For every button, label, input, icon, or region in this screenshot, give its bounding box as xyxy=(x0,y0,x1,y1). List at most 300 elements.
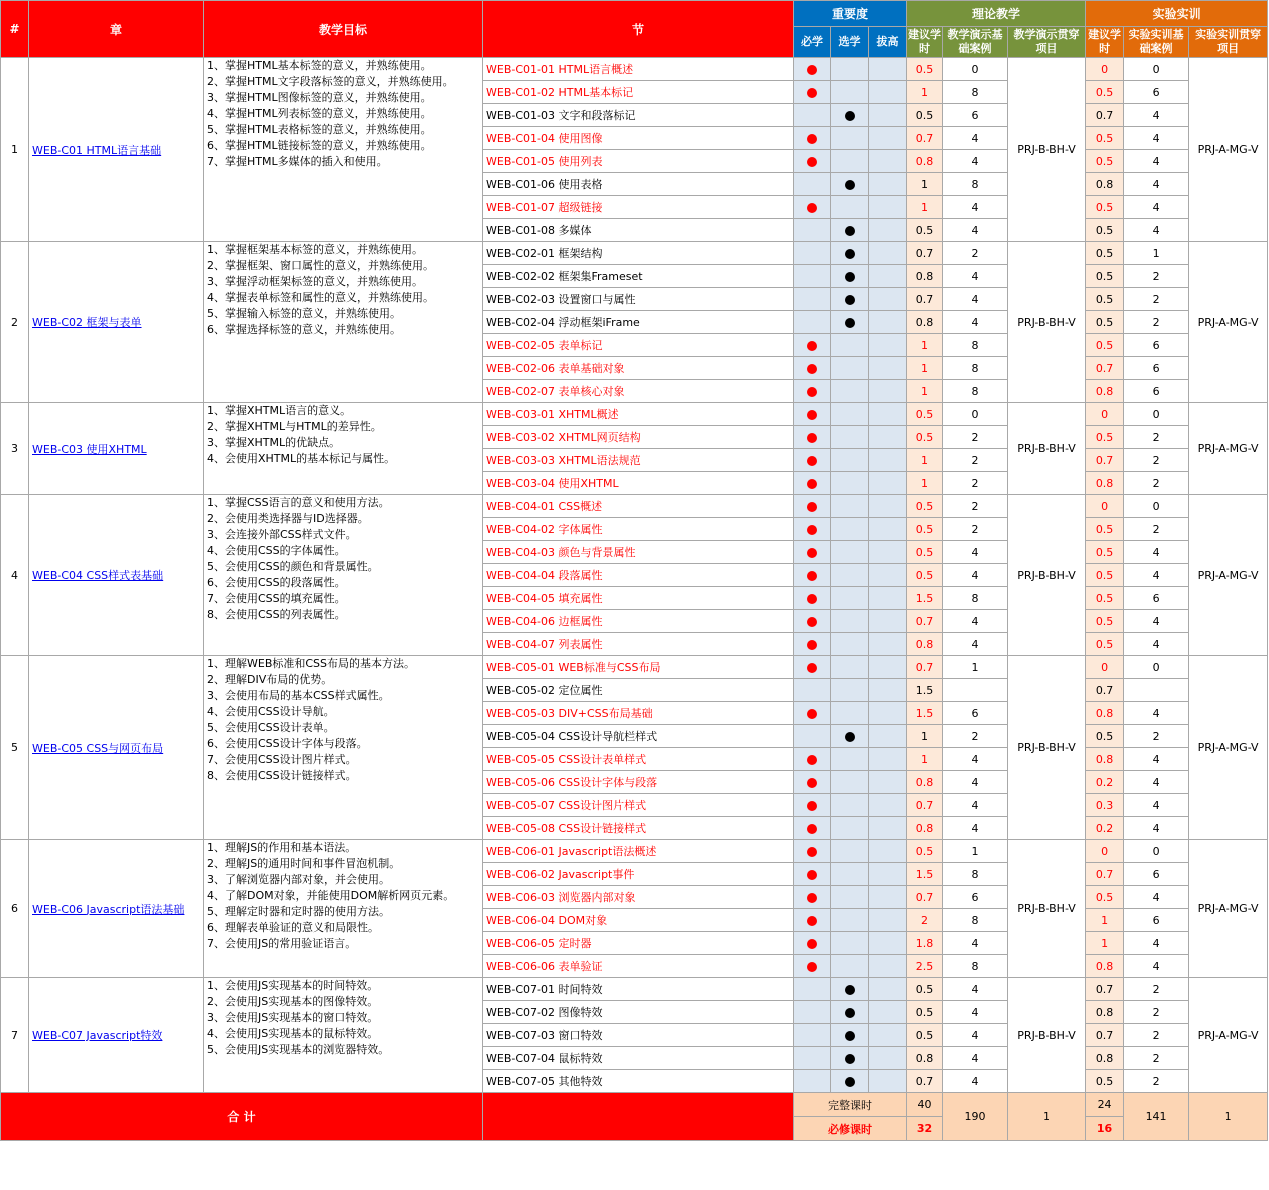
optional-cell xyxy=(831,1001,869,1024)
advanced-cell xyxy=(869,748,907,771)
required-cell xyxy=(794,1047,831,1070)
demo-cases: 2 xyxy=(943,518,1008,541)
lab-hours: 0.8 xyxy=(1086,1047,1124,1070)
required-cell xyxy=(794,403,831,426)
demo-cases: 2 xyxy=(943,426,1008,449)
optional-cell xyxy=(831,1070,869,1093)
section-name: WEB-C02-05 表单标记 xyxy=(483,334,794,357)
demo-cases: 8 xyxy=(943,357,1008,380)
lab-cases: 4 xyxy=(1124,564,1189,587)
required-dot-icon xyxy=(807,939,817,949)
required-cell xyxy=(794,909,831,932)
goal-item: 4、了解DOM对象，并能使用DOM解析网页元素。 xyxy=(207,889,455,902)
lab-hours: 0 xyxy=(1086,403,1124,426)
table-row xyxy=(1,978,1268,1001)
lab-hours: 0.7 xyxy=(1086,863,1124,886)
goal-item: 2、会使用JS实现基本的图像特效。 xyxy=(207,995,379,1008)
full-hours-value: 40 xyxy=(907,1093,943,1117)
required-cell xyxy=(794,150,831,173)
lab-cases: 6 xyxy=(1124,587,1189,610)
demo-cases: 4 xyxy=(943,265,1008,288)
table-row xyxy=(1,242,1268,265)
lab-hours: 0.8 xyxy=(1086,955,1124,978)
advanced-cell xyxy=(869,403,907,426)
lab-hours: 0.5 xyxy=(1086,886,1124,909)
suggested-hours: 0.8 xyxy=(907,633,943,656)
total-blank xyxy=(483,1093,794,1141)
advanced-cell xyxy=(869,886,907,909)
demo-project: PRJ-B-BH-V xyxy=(1008,242,1086,403)
suggested-hours: 0.5 xyxy=(907,840,943,863)
advanced-header: 拔高 xyxy=(869,27,907,58)
chapter-link[interactable]: WEB-C04 CSS样式表基础 xyxy=(32,569,164,582)
required-dot-icon xyxy=(807,893,817,903)
advanced-cell xyxy=(869,541,907,564)
demo-cases: 4 xyxy=(943,196,1008,219)
section-name: WEB-C06-06 表单验证 xyxy=(483,955,794,978)
col-section-header: 节 xyxy=(483,1,794,58)
full-hours-label: 完整课时 xyxy=(794,1093,907,1117)
advanced-cell xyxy=(869,150,907,173)
optional-cell xyxy=(831,840,869,863)
section-name: WEB-C07-04 鼠标特效 xyxy=(483,1047,794,1070)
section-name: WEB-C04-06 边框属性 xyxy=(483,610,794,633)
optional-cell xyxy=(831,81,869,104)
suggested-hours: 0.8 xyxy=(907,265,943,288)
optional-cell xyxy=(831,679,869,702)
required-dot-icon xyxy=(807,203,817,213)
lab-cases: 2 xyxy=(1124,288,1189,311)
suggested-hours: 0.5 xyxy=(907,564,943,587)
suggested-hours: 1 xyxy=(907,196,943,219)
lab-cases: 2 xyxy=(1124,265,1189,288)
goal-item: 1、掌握CSS语言的意义和使用方法。 xyxy=(207,496,390,509)
advanced-cell xyxy=(869,817,907,840)
lab-cases: 4 xyxy=(1124,173,1189,196)
section-name: WEB-C07-01 时间特效 xyxy=(483,978,794,1001)
optional-cell xyxy=(831,380,869,403)
chapter-cell xyxy=(29,242,204,403)
goal-item: 6、掌握HTML链接标签的意义，并熟练使用。 xyxy=(207,139,432,152)
lab-cases-header: 实验实训基础案例 xyxy=(1124,27,1189,58)
required-cell xyxy=(794,242,831,265)
demo-cases-total: 190 xyxy=(943,1093,1008,1141)
optional-cell xyxy=(831,564,869,587)
theory-group-header: 理论教学 xyxy=(907,1,1086,27)
required-dot-icon xyxy=(807,65,817,75)
table-row xyxy=(1,840,1268,863)
optional-dot-icon xyxy=(845,111,855,121)
lab-cases: 4 xyxy=(1124,541,1189,564)
required-cell xyxy=(794,518,831,541)
demo-cases: 4 xyxy=(943,748,1008,771)
required-cell xyxy=(794,656,831,679)
lab-req-hours-value: 16 xyxy=(1086,1117,1124,1141)
goal-item: 1、会使用JS实现基本的时间特效。 xyxy=(207,979,379,992)
advanced-cell xyxy=(869,81,907,104)
chapter-goals xyxy=(204,840,483,978)
demo-cases: 4 xyxy=(943,610,1008,633)
goal-item: 4、会使用XHTML的基本标记与属性。 xyxy=(207,452,396,465)
goal-item: 4、掌握HTML列表标签的意义，并熟练使用。 xyxy=(207,107,432,120)
optional-cell xyxy=(831,817,869,840)
section-name: WEB-C05-07 CSS设计图片样式 xyxy=(483,794,794,817)
chapter-link[interactable]: WEB-C05 CSS与网页布局 xyxy=(32,741,164,755)
suggested-hours: 1 xyxy=(907,357,943,380)
lab-cases: 4 xyxy=(1124,610,1189,633)
required-cell xyxy=(794,196,831,219)
chapter-link[interactable]: WEB-C06 Javascript语法基础 xyxy=(32,902,185,916)
lab-project: PRJ-A-MG-V xyxy=(1189,242,1268,403)
goal-item: 1、掌握XHTML语言的意义。 xyxy=(207,404,352,417)
advanced-cell xyxy=(869,1024,907,1047)
required-dot-icon xyxy=(807,824,817,834)
demo-cases: 4 xyxy=(943,633,1008,656)
required-cell xyxy=(794,702,831,725)
lab-hours: 0.5 xyxy=(1086,81,1124,104)
chapter-cell xyxy=(29,840,204,978)
advanced-cell xyxy=(869,978,907,1001)
required-cell xyxy=(794,311,831,334)
lab-hours: 0.5 xyxy=(1086,426,1124,449)
chapter-cell xyxy=(29,58,204,242)
advanced-cell xyxy=(869,242,907,265)
demo-cases: 8 xyxy=(943,909,1008,932)
optional-cell xyxy=(831,403,869,426)
advanced-cell xyxy=(869,932,907,955)
lab-hours: 0.5 xyxy=(1086,518,1124,541)
suggested-hours: 0.5 xyxy=(907,219,943,242)
required-cell xyxy=(794,104,831,127)
optional-cell xyxy=(831,311,869,334)
lab-cases-total: 141 xyxy=(1124,1093,1189,1141)
required-cell xyxy=(794,334,831,357)
lab-cases: 4 xyxy=(1124,702,1189,725)
optional-dot-icon xyxy=(845,1008,855,1018)
lab-hours: 0.8 xyxy=(1086,748,1124,771)
suggested-hours: 0.7 xyxy=(907,610,943,633)
suggested-hours: 0.5 xyxy=(907,495,943,518)
lab-hours: 0 xyxy=(1086,840,1124,863)
goal-item: 3、掌握XHTML的优缺点。 xyxy=(207,436,341,449)
chapter-cell xyxy=(29,403,204,495)
required-dot-icon xyxy=(807,433,817,443)
required-cell xyxy=(794,748,831,771)
demo-cases: 6 xyxy=(943,886,1008,909)
lab-cases: 6 xyxy=(1124,380,1189,403)
required-dot-icon xyxy=(807,157,817,167)
lab-hours: 0 xyxy=(1086,58,1124,81)
lab-cases: 4 xyxy=(1124,150,1189,173)
goal-item: 2、会使用类选择器与ID选择器。 xyxy=(207,512,369,525)
lab-cases: 4 xyxy=(1124,794,1189,817)
lab-cases: 4 xyxy=(1124,196,1189,219)
chapter-goals xyxy=(204,242,483,403)
demo-cases: 0 xyxy=(943,58,1008,81)
lab-hours: 0.7 xyxy=(1086,679,1124,702)
col-index-header: # xyxy=(1,1,29,58)
required-dot-icon xyxy=(807,410,817,420)
chapter-link[interactable]: WEB-C03 使用XHTML xyxy=(32,442,147,456)
lab-cases xyxy=(1124,679,1189,702)
chapter-link[interactable]: WEB-C01 HTML语言基础 xyxy=(32,143,162,157)
goal-item: 1、理解JS的作用和基本语法。 xyxy=(207,841,357,854)
lab-hours: 0.7 xyxy=(1086,1024,1124,1047)
demo-cases: 4 xyxy=(943,794,1008,817)
chapter-link[interactable]: WEB-C07 Javascript特效 xyxy=(32,1029,163,1042)
lab-hours: 0.5 xyxy=(1086,150,1124,173)
suggested-hours: 2.5 xyxy=(907,955,943,978)
demo-cases: 4 xyxy=(943,932,1008,955)
chapter-goals xyxy=(204,495,483,656)
demo-cases: 6 xyxy=(943,702,1008,725)
req-hours-label: 必修课时 xyxy=(794,1117,907,1141)
goal-item: 3、掌握浮动框架标签的意义，并熟练使用。 xyxy=(207,275,423,288)
hours-header: 建议学时 xyxy=(907,27,943,58)
lab-cases: 2 xyxy=(1124,1070,1189,1093)
demo-cases: 4 xyxy=(943,311,1008,334)
required-dot-icon xyxy=(807,640,817,650)
lab-hours: 0.5 xyxy=(1086,196,1124,219)
suggested-hours: 1 xyxy=(907,748,943,771)
goal-item: 5、理解定时器和定时器的使用方法。 xyxy=(207,905,390,918)
section-name: WEB-C03-03 XHTML语法规范 xyxy=(483,449,794,472)
demo-cases: 4 xyxy=(943,817,1008,840)
chapter-index: 1 xyxy=(1,58,29,242)
lab-hours-header: 建议学时 xyxy=(1086,27,1124,58)
required-dot-icon xyxy=(807,387,817,397)
lab-cases: 2 xyxy=(1124,1047,1189,1070)
suggested-hours: 2 xyxy=(907,909,943,932)
advanced-cell xyxy=(869,725,907,748)
chapter-goals xyxy=(204,656,483,840)
section-name: WEB-C02-01 框架结构 xyxy=(483,242,794,265)
section-name: WEB-C02-02 框架集Frameset xyxy=(483,265,794,288)
lab-hours: 0.7 xyxy=(1086,104,1124,127)
demo-cases: 4 xyxy=(943,150,1008,173)
suggested-hours: 0.7 xyxy=(907,794,943,817)
goal-item: 2、理解JS的通用时间和事件冒泡机制。 xyxy=(207,857,401,870)
goal-item: 6、会使用CSS设计字体与段落。 xyxy=(207,737,368,750)
goal-item: 4、会使用CSS的字体属性。 xyxy=(207,544,346,557)
suggested-hours: 0.7 xyxy=(907,656,943,679)
advanced-cell xyxy=(869,679,907,702)
section-name: WEB-C02-06 表单基础对象 xyxy=(483,357,794,380)
optional-cell xyxy=(831,242,869,265)
chapter-index: 5 xyxy=(1,656,29,840)
required-cell xyxy=(794,932,831,955)
table-row xyxy=(1,58,1268,81)
lab-hours: 0.5 xyxy=(1086,288,1124,311)
lab-cases: 4 xyxy=(1124,817,1189,840)
chapter-link[interactable]: WEB-C02 框架与表单 xyxy=(32,316,142,329)
demo-cases: 8 xyxy=(943,955,1008,978)
suggested-hours: 0.8 xyxy=(907,817,943,840)
lab-cases: 4 xyxy=(1124,127,1189,150)
optional-cell xyxy=(831,288,869,311)
lab-project: PRJ-A-MG-V xyxy=(1189,58,1268,242)
optional-dot-icon xyxy=(845,318,855,328)
suggested-hours: 0.5 xyxy=(907,1001,943,1024)
lab-full-hours-value: 24 xyxy=(1086,1093,1124,1117)
section-name: WEB-C05-02 定位属性 xyxy=(483,679,794,702)
required-cell xyxy=(794,840,831,863)
optional-cell xyxy=(831,587,869,610)
chapter-cell xyxy=(29,656,204,840)
required-dot-icon xyxy=(807,479,817,489)
optional-cell xyxy=(831,495,869,518)
advanced-cell xyxy=(869,702,907,725)
section-name: WEB-C05-01 WEB标准与CSS布局 xyxy=(483,656,794,679)
lab-hours: 0.7 xyxy=(1086,449,1124,472)
required-dot-icon xyxy=(807,525,817,535)
lab-hours: 0 xyxy=(1086,495,1124,518)
required-cell xyxy=(794,1001,831,1024)
advanced-cell xyxy=(869,794,907,817)
required-dot-icon xyxy=(807,548,817,558)
lab-hours: 0.2 xyxy=(1086,771,1124,794)
lab-cases: 2 xyxy=(1124,1024,1189,1047)
goal-item: 5、会使用CSS的颜色和背景属性。 xyxy=(207,560,379,573)
lab-hours: 1 xyxy=(1086,909,1124,932)
advanced-cell xyxy=(869,311,907,334)
section-name: WEB-C04-03 颜色与背景属性 xyxy=(483,541,794,564)
optional-cell xyxy=(831,978,869,1001)
required-dot-icon xyxy=(807,778,817,788)
optional-cell xyxy=(831,725,869,748)
goal-item: 4、掌握表单标签和属性的意义，并熟练使用。 xyxy=(207,291,434,304)
goal-item: 2、掌握XHTML与HTML的差异性。 xyxy=(207,420,382,433)
optional-dot-icon xyxy=(845,1031,855,1041)
section-name: WEB-C06-03 浏览器内部对象 xyxy=(483,886,794,909)
suggested-hours: 0.5 xyxy=(907,403,943,426)
suggested-hours: 0.8 xyxy=(907,771,943,794)
suggested-hours: 1.8 xyxy=(907,932,943,955)
lab-hours: 0.5 xyxy=(1086,633,1124,656)
lab-hours: 0.5 xyxy=(1086,127,1124,150)
section-name: WEB-C01-02 HTML基本标记 xyxy=(483,81,794,104)
suggested-hours: 0.5 xyxy=(907,104,943,127)
required-dot-icon xyxy=(807,962,817,972)
required-dot-icon xyxy=(807,502,817,512)
suggested-hours: 1.5 xyxy=(907,587,943,610)
section-name: WEB-C03-04 使用XHTML xyxy=(483,472,794,495)
required-cell xyxy=(794,794,831,817)
required-dot-icon xyxy=(807,88,817,98)
lab-project: PRJ-A-MG-V xyxy=(1189,840,1268,978)
lab-cases: 6 xyxy=(1124,334,1189,357)
required-cell xyxy=(794,1024,831,1047)
optional-cell xyxy=(831,610,869,633)
section-name: WEB-C06-02 Javascript事件 xyxy=(483,863,794,886)
demo-cases: 4 xyxy=(943,564,1008,587)
optional-cell xyxy=(831,863,869,886)
required-cell xyxy=(794,886,831,909)
section-name: WEB-C02-03 设置窗口与属性 xyxy=(483,288,794,311)
required-cell xyxy=(794,219,831,242)
required-cell xyxy=(794,495,831,518)
section-name: WEB-C04-05 填充属性 xyxy=(483,587,794,610)
advanced-cell xyxy=(869,495,907,518)
required-dot-icon xyxy=(807,847,817,857)
demo-cases: 4 xyxy=(943,288,1008,311)
demo-cases: 8 xyxy=(943,863,1008,886)
demo-cases: 0 xyxy=(943,403,1008,426)
advanced-cell xyxy=(869,955,907,978)
req-hours-value: 32 xyxy=(907,1117,943,1141)
chapter-index: 2 xyxy=(1,242,29,403)
suggested-hours: 0.5 xyxy=(907,58,943,81)
advanced-cell xyxy=(869,380,907,403)
optional-cell xyxy=(831,656,869,679)
required-cell xyxy=(794,173,831,196)
section-name: WEB-C06-01 Javascript语法概述 xyxy=(483,840,794,863)
lab-hours: 0.8 xyxy=(1086,380,1124,403)
section-name: WEB-C01-06 使用表格 xyxy=(483,173,794,196)
required-dot-icon xyxy=(807,916,817,926)
lab-cases: 4 xyxy=(1124,886,1189,909)
section-name: WEB-C07-02 图像特效 xyxy=(483,1001,794,1024)
advanced-cell xyxy=(869,1001,907,1024)
lab-hours: 0.5 xyxy=(1086,242,1124,265)
table-row xyxy=(1,656,1268,679)
goal-item: 3、会使用JS实现基本的窗口特效。 xyxy=(207,1011,379,1024)
required-cell xyxy=(794,127,831,150)
section-name: WEB-C01-07 超级链接 xyxy=(483,196,794,219)
demo-cases: 4 xyxy=(943,219,1008,242)
section-name: WEB-C05-05 CSS设计表单样式 xyxy=(483,748,794,771)
lab-project-total: 1 xyxy=(1189,1093,1268,1141)
optional-cell xyxy=(831,932,869,955)
optional-cell xyxy=(831,771,869,794)
advanced-cell xyxy=(869,564,907,587)
optional-cell xyxy=(831,426,869,449)
advanced-cell xyxy=(869,587,907,610)
advanced-cell xyxy=(869,449,907,472)
section-name: WEB-C01-05 使用列表 xyxy=(483,150,794,173)
optional-cell xyxy=(831,886,869,909)
suggested-hours: 1 xyxy=(907,334,943,357)
suggested-hours: 1.5 xyxy=(907,863,943,886)
required-header: 必学 xyxy=(794,27,831,58)
demo-cases: 8 xyxy=(943,81,1008,104)
chapter-goals xyxy=(204,978,483,1093)
demo-cases: 2 xyxy=(943,449,1008,472)
optional-dot-icon xyxy=(845,249,855,259)
chapter-index: 7 xyxy=(1,978,29,1093)
optional-dot-icon xyxy=(845,985,855,995)
suggested-hours: 0.5 xyxy=(907,518,943,541)
demo-cases xyxy=(943,679,1008,702)
optional-cell xyxy=(831,794,869,817)
demo-cases: 4 xyxy=(943,127,1008,150)
section-name: WEB-C05-04 CSS设计导航栏样式 xyxy=(483,725,794,748)
demo-project: PRJ-B-BH-V xyxy=(1008,656,1086,840)
lab-cases: 2 xyxy=(1124,449,1189,472)
lab-cases: 0 xyxy=(1124,403,1189,426)
demo-cases: 4 xyxy=(943,541,1008,564)
goal-item: 2、理解DIV布局的优势。 xyxy=(207,673,333,686)
goal-item: 4、会使用JS实现基本的鼠标特效。 xyxy=(207,1027,379,1040)
demo-cases: 1 xyxy=(943,656,1008,679)
advanced-cell xyxy=(869,1047,907,1070)
lab-cases: 4 xyxy=(1124,633,1189,656)
chapter-index: 4 xyxy=(1,495,29,656)
lab-hours: 0.8 xyxy=(1086,1001,1124,1024)
optional-dot-icon xyxy=(845,295,855,305)
optional-cell xyxy=(831,173,869,196)
chapter-index: 6 xyxy=(1,840,29,978)
